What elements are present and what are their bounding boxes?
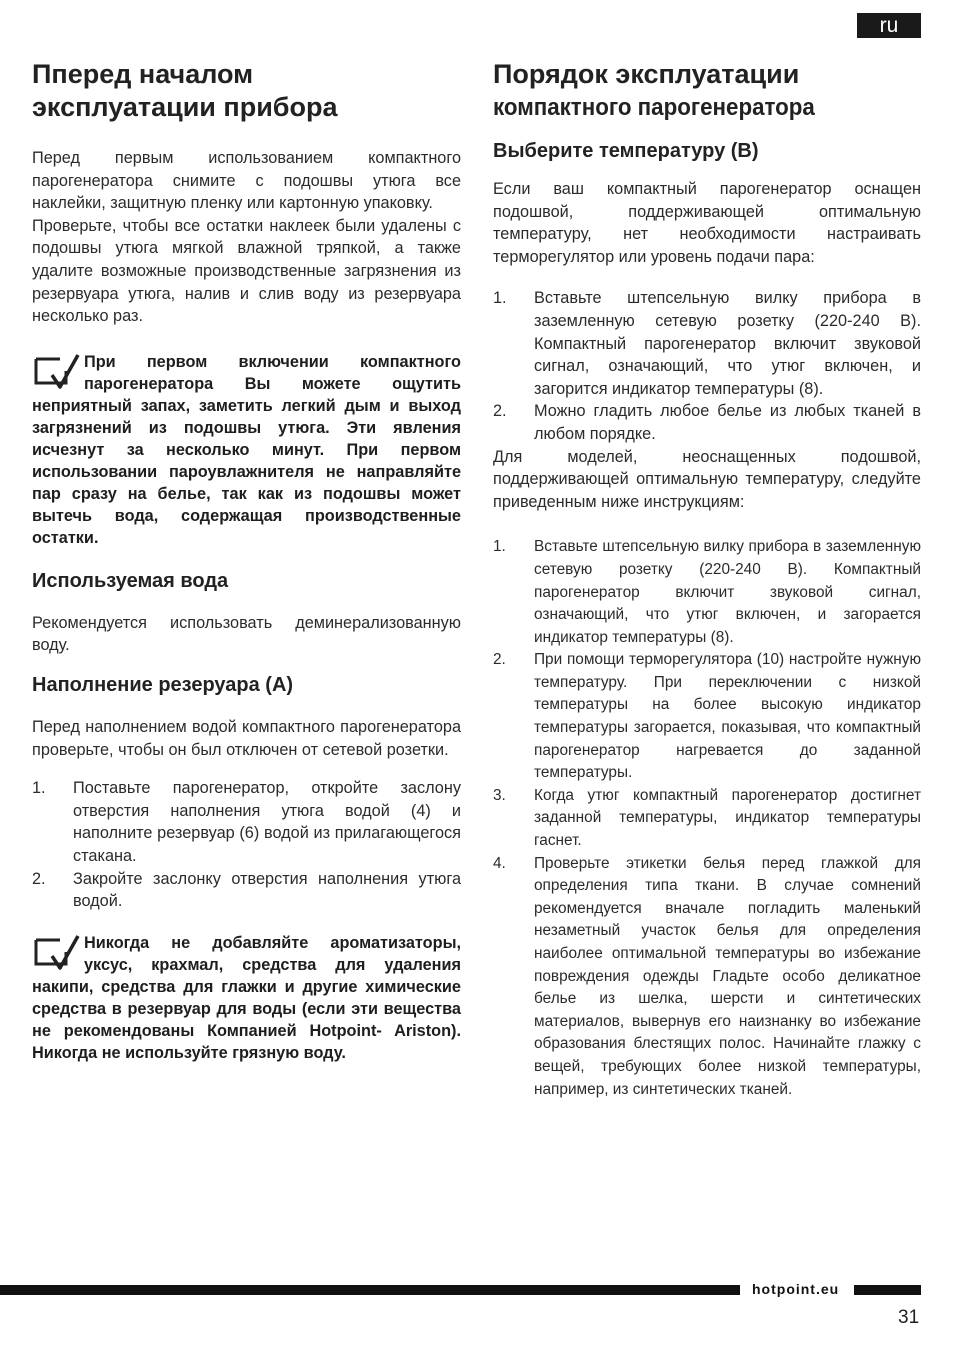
- note-no-additives: [32, 932, 461, 1064]
- step-number: 4.: [493, 854, 506, 872]
- title-line-2: компактного парогенератора: [493, 94, 815, 121]
- intro-paragraph-1: Перед первым использованием компактного парогенератора снимите с подошвы утюга все наклейки, защитную пленку или картонную упаковку.: [32, 149, 461, 213]
- section-title-before-use: [32, 58, 461, 124]
- step-number: 2.: [32, 869, 46, 888]
- right-column: [493, 58, 921, 1101]
- list-item: [493, 536, 921, 649]
- footer-rule-left: [0, 1285, 740, 1295]
- step-text: При помощи терморегулятора (10) настройте нужную температуру. При переключении с низкой температуры на более высокую индикатор температуры загорается, показывая, что компактный парогенератор нагревается до заданной температуры.: [534, 651, 921, 782]
- temperature-intro: Если ваш компактный парогенератор оснащен подошвой, поддерживающей оптимальную температуру, нет необходимости настраивать терморегулятор или уровень подачи пара:: [493, 180, 921, 266]
- checkmark-note-icon: [32, 932, 82, 972]
- step-number: 3.: [493, 786, 506, 804]
- note-no-additives-text: Никогда не добавляйте ароматизаторы, уксус, крахмал, средства для удаления накипи, средства для глажки и другие химические средства в резервуар для воды (если эти вещества не рекомендованы Компанией Hotpoint- Ariston). Никогда не используйте грязную воду.: [32, 933, 461, 1062]
- step-number: 2.: [493, 402, 507, 421]
- language-badge: ru: [857, 13, 921, 38]
- water-text: Рекомендуется использовать деминерализованную воду.: [32, 613, 461, 655]
- step-text: Закройте заслонку отверстия наполнения утюга водой.: [73, 869, 461, 911]
- title-line-1: Пперед началом: [32, 59, 254, 89]
- heading-fill-tank: Наполнение резеруара (A): [32, 673, 294, 696]
- section-title-operation: [493, 58, 921, 125]
- list-item: [493, 287, 921, 400]
- list-item: [493, 853, 921, 1102]
- step-number: 1.: [493, 289, 507, 308]
- checkmark-note-icon: [32, 351, 82, 391]
- title-line-2: эксплуатации прибора: [32, 92, 338, 122]
- left-column: [32, 58, 461, 1064]
- heading-water: Используемая вода: [32, 569, 229, 592]
- step-number: 1.: [493, 538, 506, 556]
- step-text: Проверьте этикетки белья перед глажкой для определения типа ткани. В случае сомнений рекомендуется вначале погладить маленький незаметный участок белья для определения наиболее оптимальной температуры во избежание повреждения одежды Гладьте особо деликатное белье из шелка, шерсти и синтетических материалов, вывернув его наизнанку во избежание образования блестящих полос. Начинайте глажку с вещей, требующих более низкой температуры, например, из синтетических тканей.: [534, 854, 921, 1098]
- models-text: Для моделей, неоснащенных подошвой, поддерживающей оптимальную температуру, следуйте приведенным ниже инструкциям:: [493, 447, 921, 511]
- title-line-1: Порядок эксплуатации: [493, 59, 800, 89]
- step-text: Вставьте штепсельную вилку прибора в заземленную сетевую розетку (220-240 В). Компактный парогенератор включит звуковой сигнал, означающий, что утюг включен, и загорится индикатор температуры (8).: [534, 289, 921, 398]
- step-number: 1.: [32, 779, 46, 798]
- note-first-use: [32, 351, 461, 549]
- intro-paragraph-2: Проверьте, чтобы все остатки наклеек были удалены с подошвы утюга мягкой влажной тряпкой, а также удалите возможные производственные загрязнения из резервуара утюга, налив и слив воду из резервуара несколько раз.: [32, 216, 461, 326]
- heading-select-temperature: Выберите температуру (B): [493, 140, 759, 162]
- step-number: 2.: [493, 651, 506, 669]
- fill-text: Перед наполнением водой компактного парогенератора проверьте, чтобы он был отключен от сетевой розетки.: [32, 717, 461, 759]
- note-first-use-text: При первом включении компактного парогенератора Вы можете ощутить неприятный запах, заметить легкий дым и выход загрязнений из подошвы утюга. Эти явления исчезнут за несколько минут. При первом использовании пароувлажнителя не направляйте пар сразу на белье, так как из подошвы может вытечь вода, содержащая производственные остатки.: [32, 352, 461, 547]
- steps-optimal-soleplate: [493, 287, 921, 445]
- footer-brand: hotpoint.eu: [752, 1281, 840, 1297]
- step-text: Когда утюг компактный парогенератор достигнет заданной температуры, индикатор температуры гаснет.: [534, 786, 921, 850]
- step-text: Поставьте парогенератор, откройте заслону отверстия наполнения утюга водой (4) и наполните резервуар (6) водой из прилагающегося стакана.: [73, 779, 461, 865]
- step-text: Вставьте штепсельную вилку прибора в заземленную сетевую розетку (220-240 В). Компактный парогенератор включит звуковой сигнал, означающий, что утюг включен, и загорается индикатор температуры (8).: [534, 538, 921, 646]
- list-item: [32, 868, 461, 913]
- list-item: [493, 400, 921, 445]
- list-item: [493, 649, 921, 785]
- list-item: [32, 777, 461, 867]
- step-text: Можно гладить любое белье из любых тканей в любом порядке.: [534, 402, 921, 443]
- fill-steps-list: [32, 777, 461, 913]
- steps-other-models: [493, 536, 921, 1101]
- list-item: [493, 785, 921, 853]
- page-number: 31: [898, 1307, 920, 1328]
- footer-rule-right: [854, 1285, 921, 1295]
